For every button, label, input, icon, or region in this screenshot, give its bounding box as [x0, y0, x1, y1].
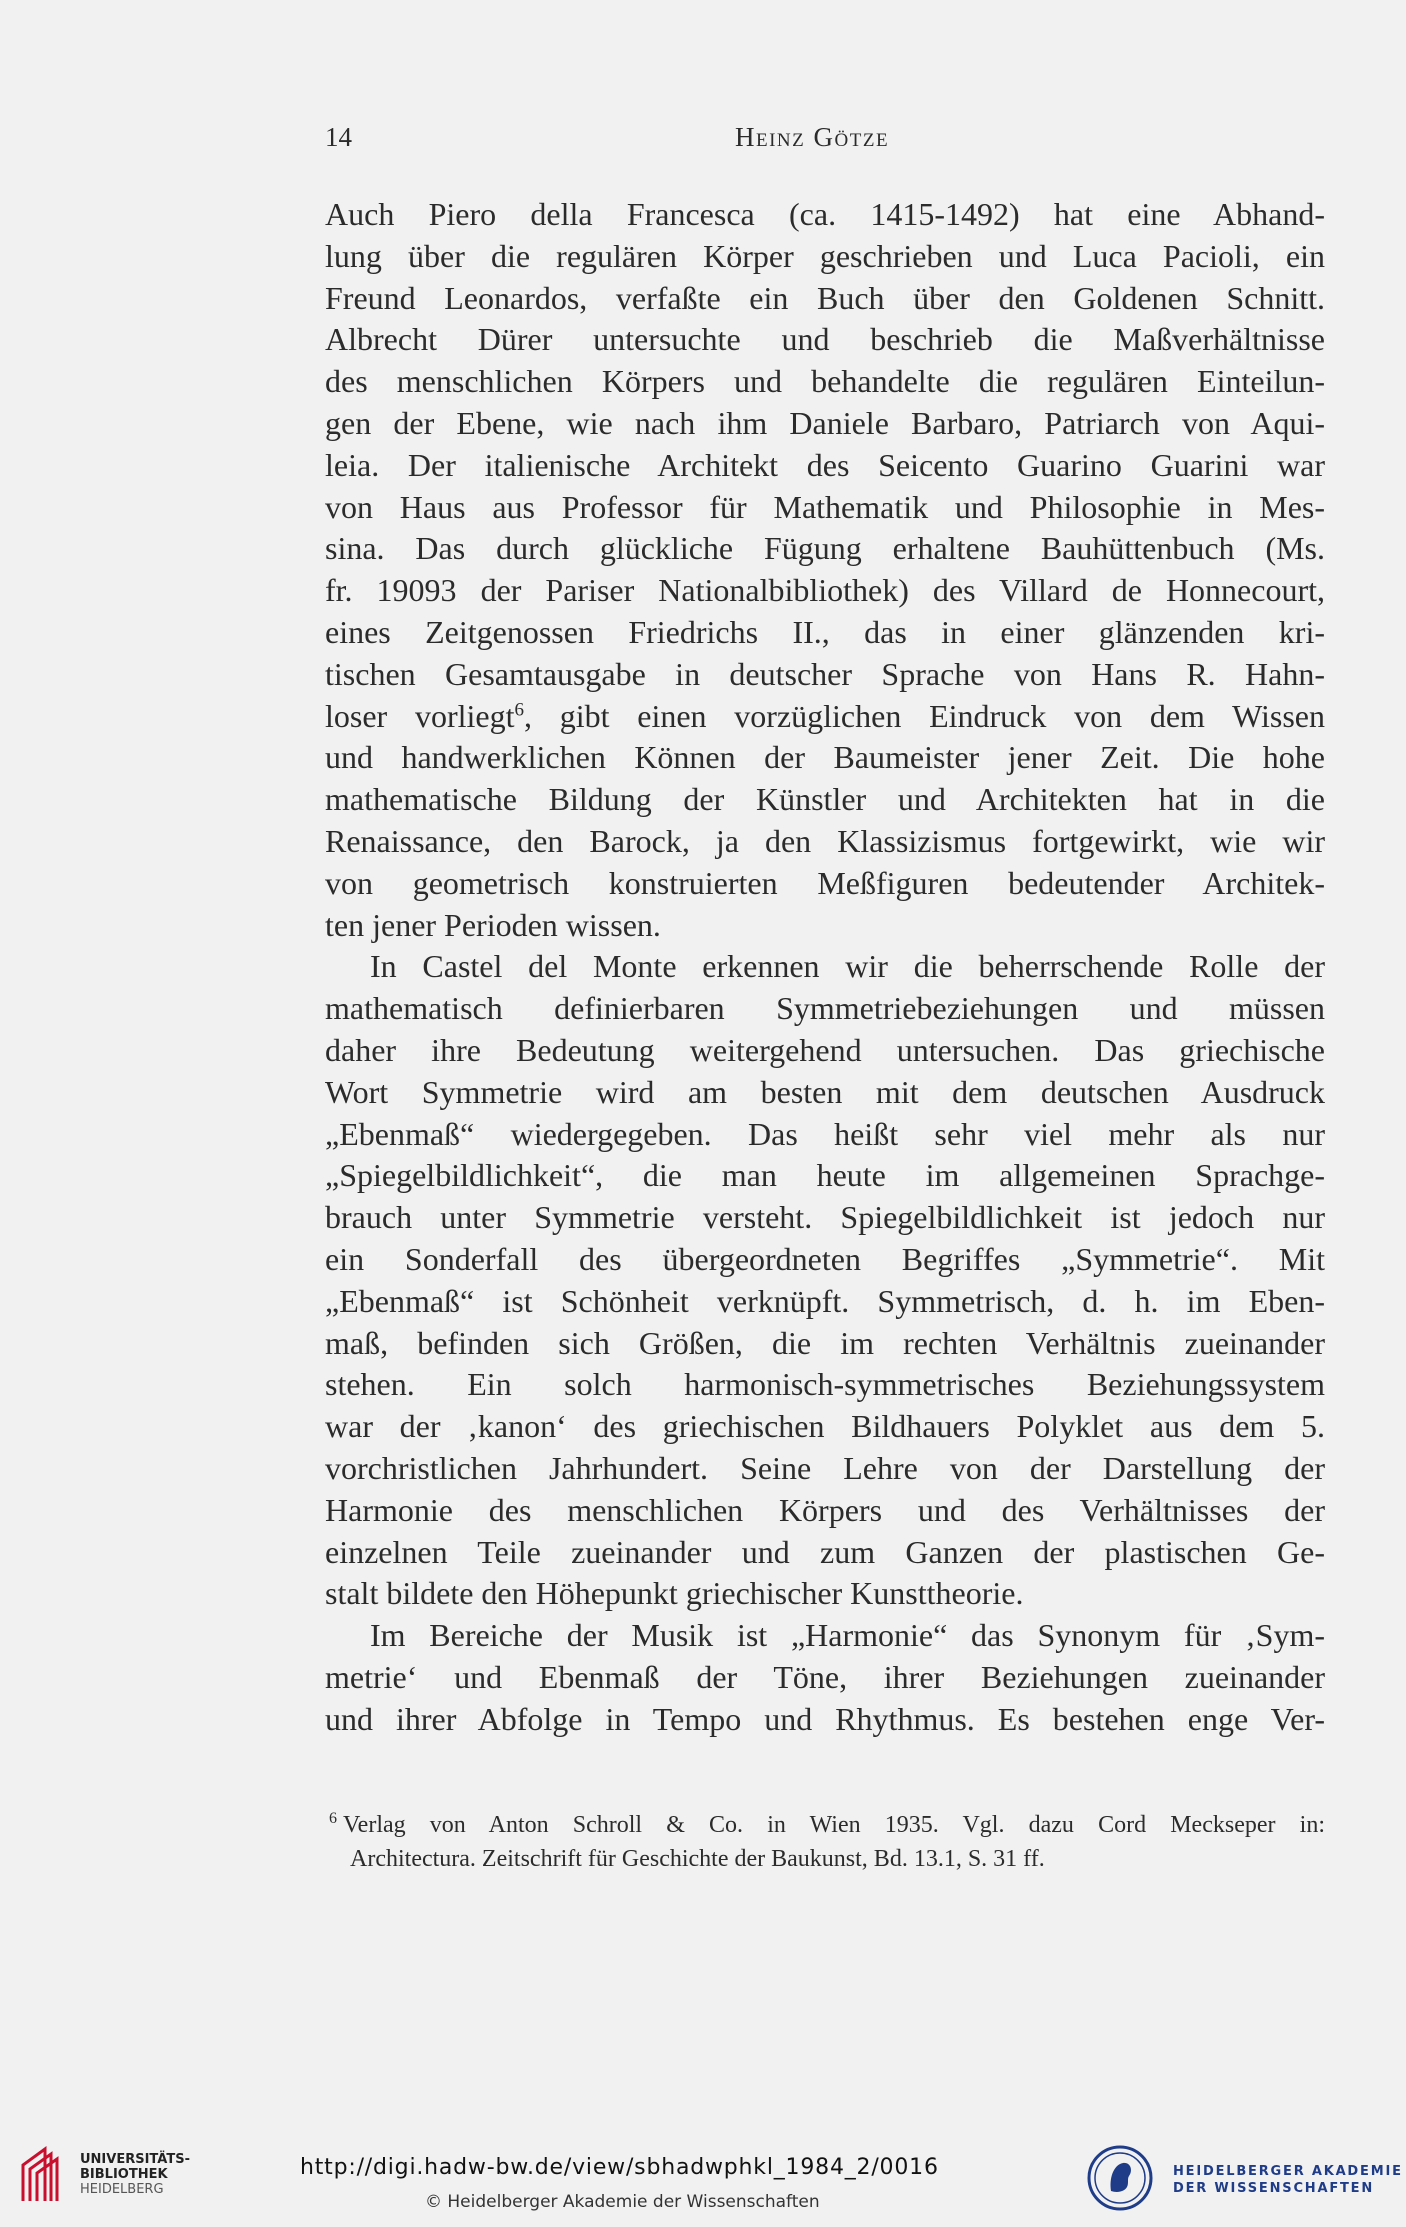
academy-name-line: DER WISSENSCHAFTEN — [1173, 2181, 1375, 2196]
university-library-name — [80, 2152, 190, 2197]
copyright-notice: © Heidelberger Akademie der Wissenschaften — [425, 2192, 820, 2212]
text-line: und handwerklichen Können der Baumeister jener Zeit. Die hohe — [325, 739, 1325, 776]
text-line: metrie‘ und Ebenmaß der Töne, ihrer Beziehungen zueinander — [325, 1658, 1325, 1695]
page-header — [325, 122, 1325, 162]
text-fragment: , gibt einen vorzüglichen Eindruck von dem Wissen — [523, 697, 1326, 734]
permalink-url[interactable]: http://digi.hadw-bw.de/view/sbhadwphkl_1984_2/0016 — [300, 2155, 939, 2180]
text-line: fr. 19093 der Pariser Nationalbibliothek) des Villard de Honnecourt, — [325, 572, 1325, 609]
text-line: „Spiegelbildlichkeit“, die man heute im allgemeinen Sprachge- — [325, 1157, 1325, 1194]
running-head: Heinz Götze — [735, 122, 890, 152]
text-fragment: loser vorliegt — [325, 697, 515, 734]
text-line: eines Zeitgenossen Friedrichs II., das in einer glänzenden kri- — [325, 613, 1325, 650]
text-line: ein Sonderfall des übergeordneten Begriffes „Symmetrie“. Mit — [325, 1240, 1325, 1277]
university-library-logo-icon — [15, 2143, 71, 2209]
page-number: 14 — [325, 122, 352, 152]
footnote-reference[interactable]: 6 — [514, 698, 524, 720]
text-line: Freund Leonardos, verfaßte ein Buch über den Goldenen Schnitt. — [325, 279, 1325, 316]
footnote-text: Verlag von Anton Schroll & Co. in Wien 1935. Vgl. dazu Cord Meckseper in: — [343, 1812, 1325, 1838]
text-line: sina. Das durch glückliche Fügung erhaltene Bauhüttenbuch (Ms. — [325, 530, 1325, 567]
library-name-line: UNIVERSITÄTS- — [80, 2152, 190, 2167]
text-line: einzelnen Teile zueinander und zum Ganzen der plastischen Ge- — [325, 1533, 1325, 1570]
text-line: Albrecht Dürer untersuchte und beschrieb die Maßverhältnisse — [325, 321, 1325, 358]
text-line: In Castel del Monte erkennen wir die beherrschende Rolle der — [370, 948, 1325, 985]
academy-name — [1173, 2163, 1403, 2197]
text-line: war der ‚kanon‘ des griechischen Bildhauers Polyklet aus dem 5. — [325, 1408, 1325, 1445]
footnote-line: Architectura. Zeitschrift für Geschichte der Baukunst, Bd. 13.1, S. 31 ff. — [350, 1846, 1045, 1872]
text-line: gen der Ebene, wie nach ihm Daniele Barbaro, Patriarch von Aqui- — [325, 404, 1325, 441]
text-line: leia. Der italienische Architekt des Seicento Guarino Guarini war — [325, 446, 1325, 483]
text-line: mathematisch definierbaren Symmetriebeziehungen und müssen — [325, 990, 1325, 1027]
text-line: Im Bereiche der Musik ist „Harmonie“ das Synonym für ‚Sym- — [370, 1617, 1325, 1654]
text-line: Harmonie des menschlichen Körpers und des Verhältnisses der — [325, 1491, 1325, 1528]
library-name-line: BIBLIOTHEK — [80, 2167, 168, 2182]
text-line: des menschlichen Körpers und behandelte die regulären Einteilun- — [325, 363, 1325, 400]
body-text — [325, 194, 1325, 1740]
footer-bar — [0, 2130, 1406, 2227]
text-line: ten jener Perioden wissen. — [325, 906, 661, 943]
text-line: „Ebenmaß“ wiedergegeben. Das heißt sehr viel mehr als nur — [325, 1115, 1325, 1152]
text-line: von Haus aus Professor für Mathematik und Philosophie in Mes- — [325, 488, 1325, 525]
text-line: maß, befinden sich Größen, die im rechten Verhältnis zueinander — [325, 1324, 1325, 1361]
library-name-line: HEIDELBERG — [80, 2182, 164, 2197]
text-line: tischen Gesamtausgabe in deutscher Sprache von Hans R. Hahn- — [325, 655, 1325, 692]
academy-seal-icon — [1085, 2143, 1155, 2213]
text-line: stalt bildete den Höhepunkt griechischer Kunsttheorie. — [325, 1575, 1024, 1612]
text-line: brauch unter Symmetrie versteht. Spiegelbildlichkeit ist jedoch nur — [325, 1199, 1325, 1236]
text-line: lung über die regulären Körper geschrieben und Luca Pacioli, ein — [325, 237, 1325, 274]
footnote-mark: 6 — [329, 1810, 337, 1827]
text-line: und ihrer Abfolge in Tempo und Rhythmus. Es bestehen enge Ver- — [325, 1700, 1325, 1737]
footnote-line — [325, 1802, 1325, 1842]
text-line — [325, 696, 1325, 738]
footnote — [325, 1802, 1325, 1876]
text-line: Wort Symmetrie wird am besten mit dem deutschen Ausdruck — [325, 1073, 1325, 1110]
text-line: von geometrisch konstruierten Meßfiguren bedeutender Architek- — [325, 864, 1325, 901]
text-line: mathematische Bildung der Künstler und Architekten hat in die — [325, 781, 1325, 818]
text-line: vorchristlichen Jahrhundert. Seine Lehre von der Darstellung der — [325, 1449, 1325, 1486]
text-line: daher ihre Bedeutung weitergehend untersuchen. Das griechische — [325, 1031, 1325, 1068]
text-line: Renaissance, den Barock, ja den Klassizismus fortgewirkt, wie wir — [325, 822, 1325, 859]
text-line: „Ebenmaß“ ist Schönheit verknüpft. Symmetrisch, d. h. im Eben- — [325, 1282, 1325, 1319]
text-line: Auch Piero della Francesca (ca. 1415-1492) hat eine Abhand- — [325, 196, 1325, 232]
academy-name-line: HEIDELBERGER AKADEMIE — [1173, 2164, 1403, 2179]
text-line: stehen. Ein solch harmonisch-symmetrisches Beziehungssystem — [325, 1366, 1325, 1403]
